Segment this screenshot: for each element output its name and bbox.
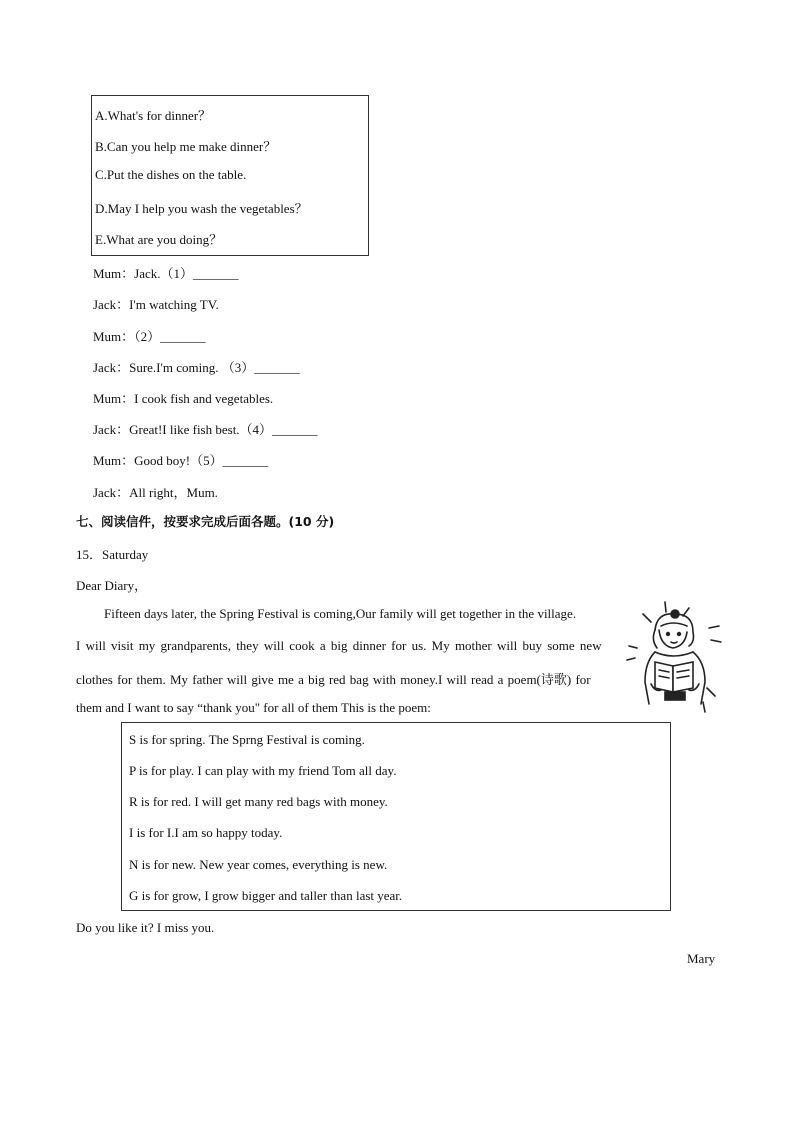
dialogue-line-1: Mum：Jack.（1）_______	[93, 266, 239, 281]
poem-box	[121, 722, 671, 911]
poem-line-r: R is for red. I will get many red bags with money.	[129, 794, 388, 809]
poem-line-n: N is for new. New year comes, everything is new.	[129, 857, 388, 872]
dialogue-line-6: Jack：Great!I like fish best.（4）_______	[93, 422, 318, 437]
poem-line-i: I is for I.I am so happy today.	[129, 825, 283, 840]
option-e: E.What are you doing？	[95, 232, 223, 247]
closing-line: Do you like it? I miss you.	[76, 920, 215, 935]
letter-line-2: I will visit my grandparents, they will cook a big dinner for us. My mother will buy some new	[76, 638, 602, 653]
section-title: 七、阅读信件，按要求完成后面各题。(10 分)	[76, 514, 335, 529]
signature: Mary	[687, 951, 716, 966]
option-c: C.Put the dishes on the table.	[95, 167, 247, 182]
dialogue-line-2: Jack：I'm watching TV.	[93, 297, 219, 312]
option-a: A.What's for dinner？	[95, 108, 212, 123]
poem-line-p: P is for play. I can play with my friend Tom all day.	[129, 763, 397, 778]
dialogue-line-8: Jack：All right，Mum.	[93, 485, 218, 500]
girl-reading-icon	[625, 600, 725, 715]
dialogue-line-7: Mum：Good boy!（5）_______	[93, 453, 269, 468]
option-d: D.May I help you wash the vegetables？	[95, 201, 308, 216]
poem-line-g: G is for grow, I grow bigger and taller than last year.	[129, 888, 403, 903]
dialogue-line-5: Mum：I cook fish and vegetables.	[93, 391, 274, 406]
dialogue-line-3: Mum：（2）_______	[93, 329, 206, 344]
letter-line-4: them and I want to say “thank you" for all of them This is the poem:	[76, 700, 431, 715]
option-b: B.Can you help me make dinner？	[95, 139, 277, 154]
salutation: Dear Diary，	[76, 578, 148, 593]
question-heading: 15．Saturday	[76, 547, 149, 562]
options-box	[91, 95, 369, 256]
letter-line-3: clothes for them. My father will give me a big red bag with money.I will read a poem(诗歌) for	[76, 672, 591, 687]
dialogue-line-4: Jack：Sure.I'm coming. （3）_______	[93, 360, 300, 375]
poem-line-s: S is for spring. The Sprng Festival is coming.	[129, 732, 365, 747]
letter-line-1: Fifteen days later, the Spring Festival is coming,Our family will get together in the village.	[104, 606, 577, 621]
